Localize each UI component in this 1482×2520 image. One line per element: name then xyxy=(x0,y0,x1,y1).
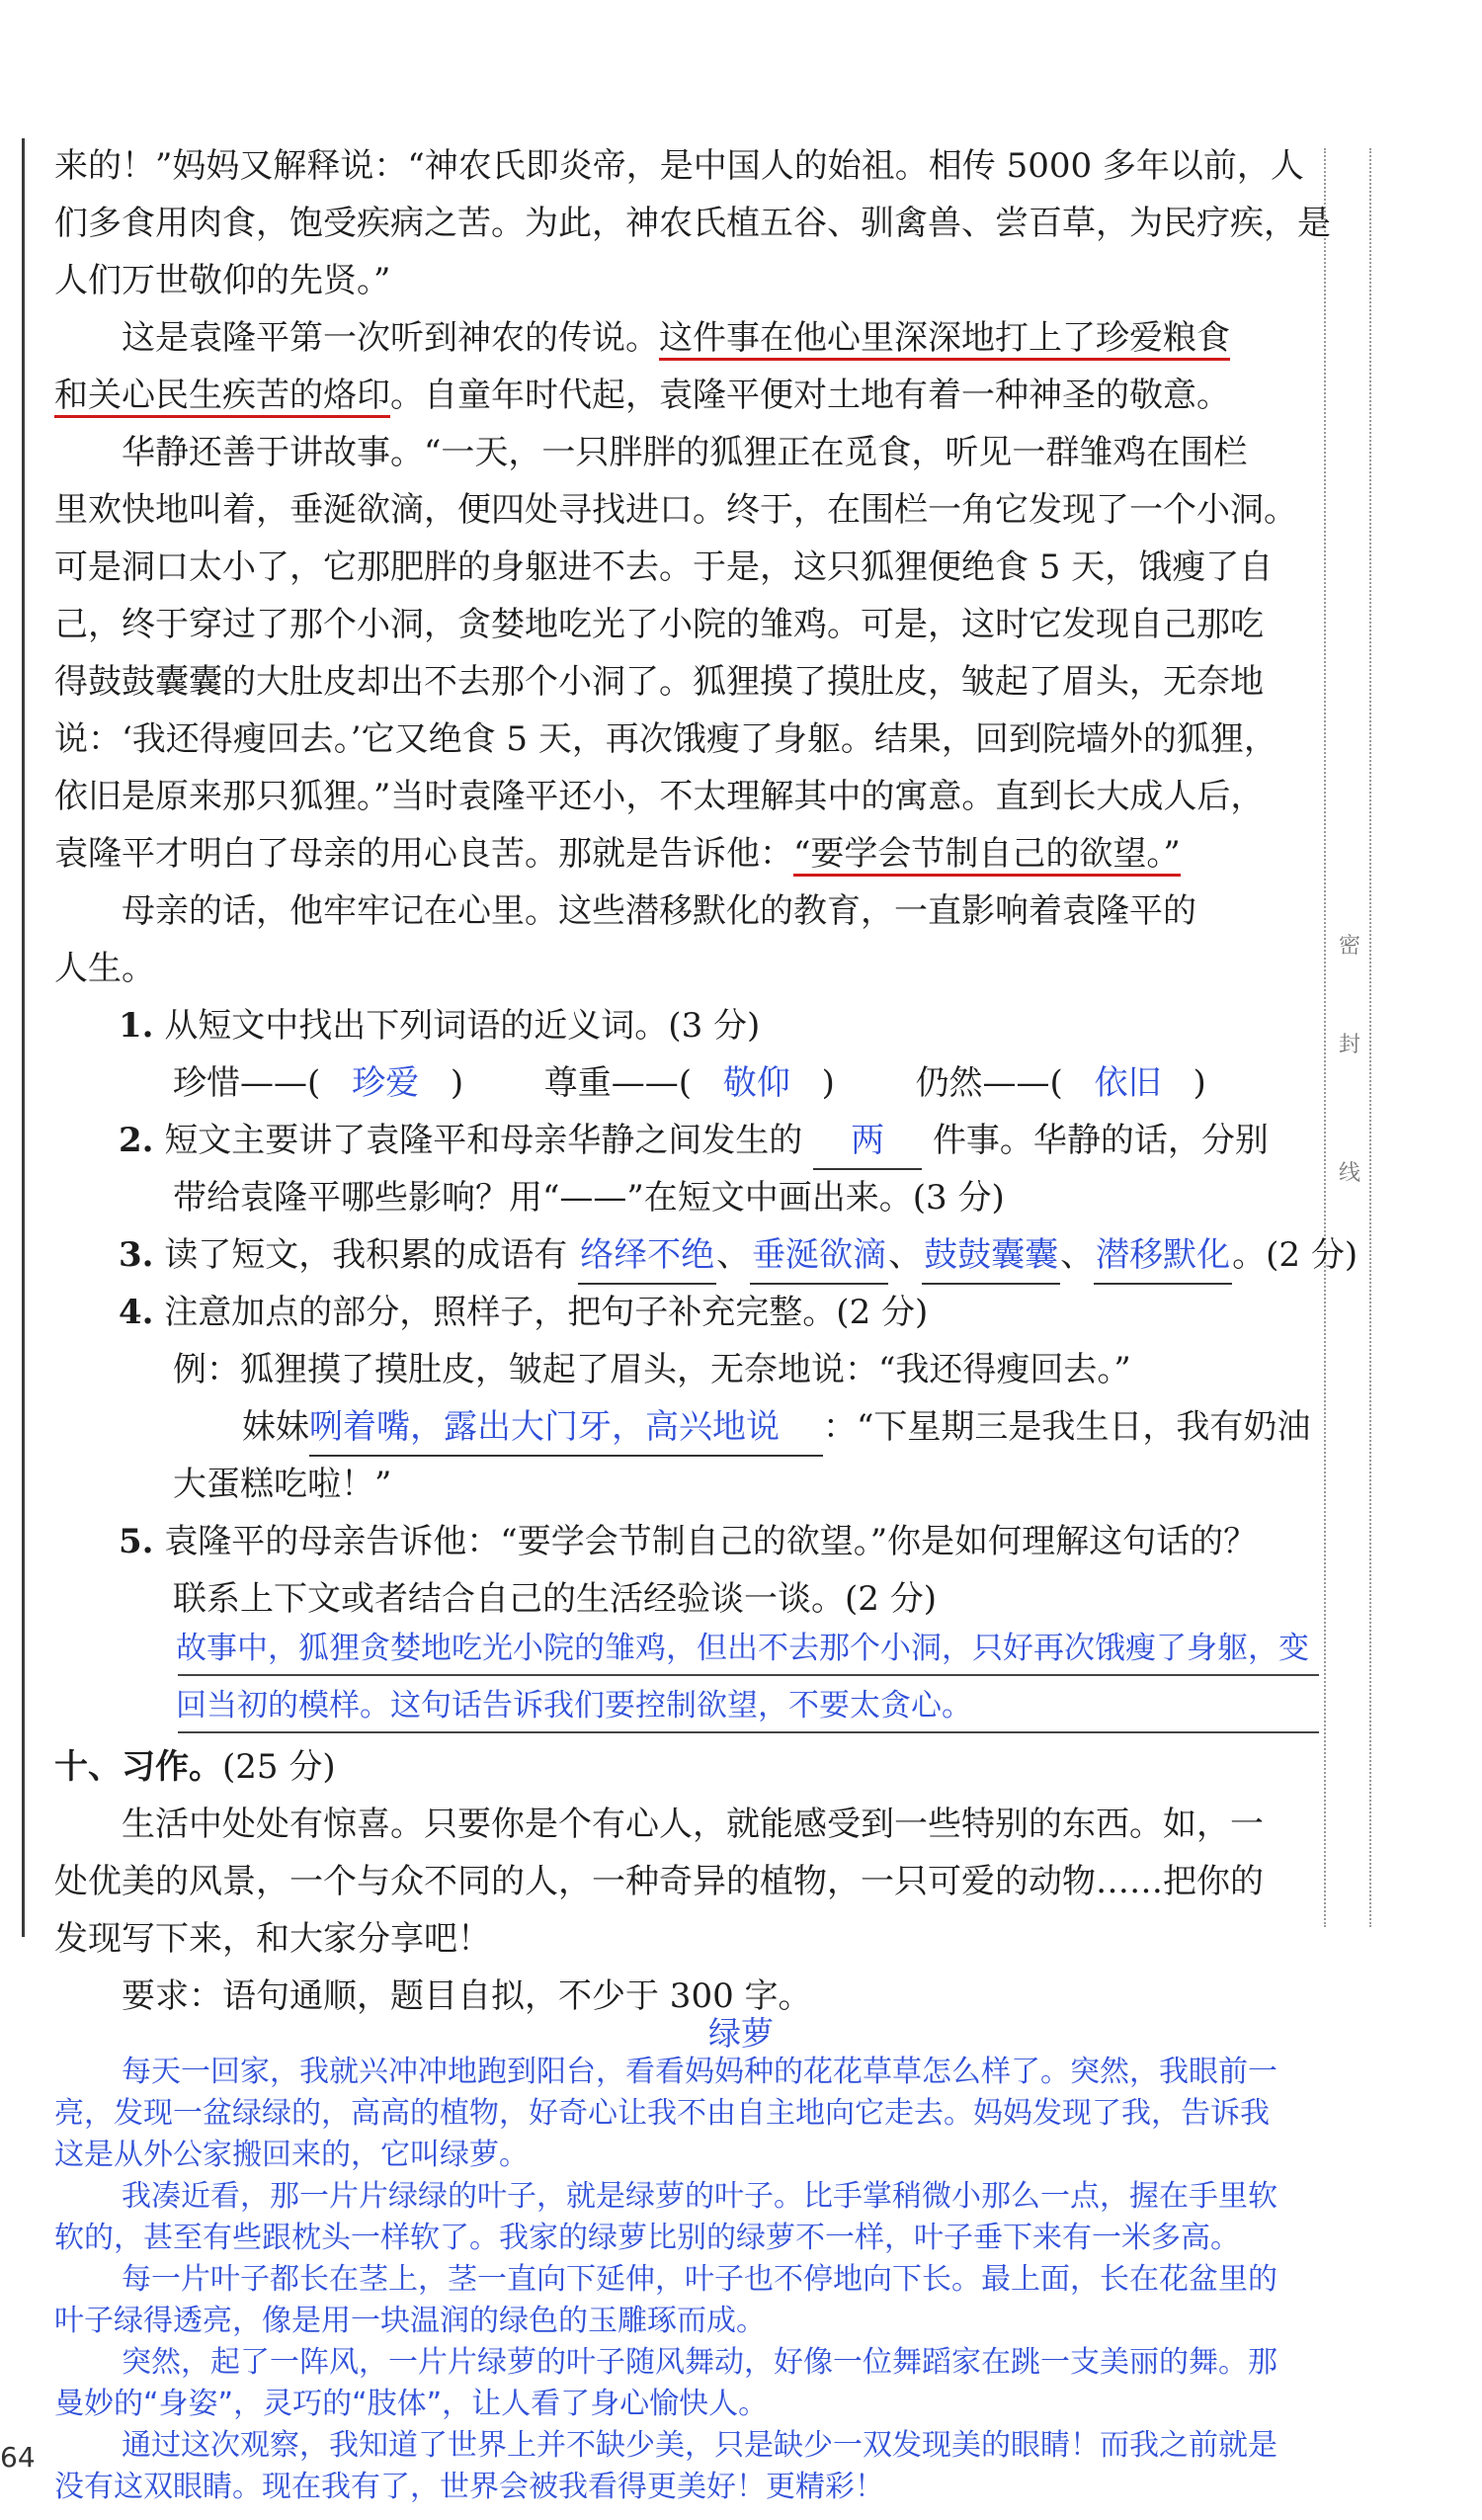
passage-line: 得鼓鼓囊囊的大肚皮却出不去那个小洞了。狐狸摸了摸肚皮，皱起了眉头，无奈地 xyxy=(54,662,1264,702)
section-10-line: 发现写下来，和大家分享吧！ xyxy=(54,1919,491,1959)
question-5-line2: 联系上下文或者结合自己的生活经验谈一谈。(2 分) xyxy=(173,1579,937,1619)
answer-3a: 络绎不绝 xyxy=(578,1227,716,1285)
essay-line: 叶子绿得透亮，像是用一块温润的绿色的玉雕琢而成。 xyxy=(54,2304,766,2338)
passage-text: 这是袁隆平第一次听到神农的传说。 xyxy=(122,318,659,358)
question-4: 4. 注意加点的部分，照样子，把句子补充完整。(2 分) xyxy=(119,1293,929,1332)
passage-line: 依旧是原来那只狐狸。”当时袁隆平还小，不太理解其中的寓意。直到长大成人后， xyxy=(54,777,1265,816)
passage-line: 说：‘我还得瘦回去。’它又绝食 5 天，再次饿瘦了身躯。结果，回到院墙外的狐狸， xyxy=(54,719,1277,759)
passage-line xyxy=(54,826,1324,882)
red-underlined-text: 这件事在他心里深深地打上了珍爱粮食 xyxy=(659,318,1230,361)
answer-rule xyxy=(178,1674,1319,1676)
essay-line: 这是从外公家搬回来的，它叫绿萝。 xyxy=(54,2138,529,2172)
passage-line: 可是洞口太小了，它那肥胖的身躯进不去。于是，这只狐狸便绝食 5 天，饿瘦了自 xyxy=(54,547,1274,587)
essay-line: 曼妙的“身姿”，灵巧的“肢体”，让人看了身心愉快人。 xyxy=(54,2387,769,2421)
passage-line: 们多食用肉食，饱受疾病之苦。为此，神农氏植五谷、驯禽兽、尝百草，为民疗疾，是 xyxy=(54,204,1331,243)
answer-1c: 依旧 xyxy=(1094,1063,1162,1103)
essay-title: 绿萝 xyxy=(708,2014,774,2053)
question-4-line3: 大蛋糕吃啦！” xyxy=(173,1465,392,1504)
red-underlined-text: “要学会节制自己的欲望。” xyxy=(793,834,1181,877)
essay-line: 突然，起了一阵风，一片片绿萝的叶子随风舞动，好像一位舞蹈家在跳一支美丽的舞。那 xyxy=(122,2345,1277,2380)
essay-line: 软的，甚至有些跟枕头一样软了。我家的绿萝比别的绿萝不一样，叶子垂下来有一米多高。 xyxy=(54,2221,1240,2255)
section-10-line: 生活中处处有惊喜。只要你是个有心人，就能感受到一些特别的东西。如，一 xyxy=(122,1805,1264,1844)
answer-5-line1: 故事中，狐狸贪婪地吃光小院的雏鸡，但出不去那个小洞，只好再次饿瘦了身躯，变 xyxy=(176,1631,1309,1666)
passage-line: 己，终于穿过了那个小洞，贪婪地吃光了小院的雏鸡。可是，这时它发现自己那吃 xyxy=(54,605,1264,644)
passage-line: 华静还善于讲故事。“一天，一只胖胖的狐狸正在觅食，听见一群雏鸡在围栏 xyxy=(122,433,1248,472)
passage-line xyxy=(54,310,1391,366)
question-2-line2: 带给袁隆平哪些影响？用“——”在短文中画出来。(3 分) xyxy=(173,1178,1005,1218)
question-1: 1. 从短文中找出下列词语的近义词。(3 分) xyxy=(119,1006,761,1046)
question-4-example: 例：狐狸摸了摸肚皮，皱起了眉头，无奈地说：“我还得瘦回去。” xyxy=(173,1350,1131,1389)
margin-char-line: 线 xyxy=(1339,1161,1361,1186)
passage-line xyxy=(54,368,1324,423)
essay-line: 我凑近看，那一片片绿绿的叶子，就是绿萝的叶子。比手掌稍微小那么一点，握在手里软 xyxy=(122,2179,1277,2214)
answer-1a: 珍爱 xyxy=(352,1063,420,1103)
question-2: 2. 短文主要讲了袁隆平和母亲华静之间发生的 两 件事。华静的话，分别 xyxy=(119,1113,1388,1170)
answer-4: 咧着嘴，露出大门牙，高兴地说 xyxy=(309,1399,823,1457)
question-3: 3. 读了短文，我积累的成语有 络绎不绝、垂涎欲滴、鼓鼓囊囊、潜移默化。(2 分) xyxy=(119,1227,1388,1285)
essay-line: 没有这双眼睛。现在我有了，世界会被我看得更美好！更精彩！ xyxy=(54,2470,884,2504)
passage-line: 里欢快地叫着，垂涎欲滴，便四处寻找进口。终于，在围栏一角它发现了一个小洞。 xyxy=(54,490,1297,530)
passage-line: 母亲的话，他牢牢记在心里。这些潜移默化的教育，一直影响着袁隆平的 xyxy=(122,891,1196,931)
page-number: 64 xyxy=(0,2441,36,2474)
essay-line: 亮，发现一盆绿绿的，高高的植物，好奇心让我不由自主地向它走去。妈妈发现了我，告诉我 xyxy=(54,2096,1270,2131)
passage-line: 人生。 xyxy=(54,949,155,988)
answer-rule xyxy=(178,1731,1319,1733)
question-5: 5. 袁隆平的母亲告诉他：“要学会节制自己的欲望。”你是如何理解这句话的？ xyxy=(119,1522,1258,1561)
answer-5-line2: 回当初的模样。这句话告诉我们要控制欲望，不要太贪心。 xyxy=(176,1688,972,1723)
answer-1b: 敬仰 xyxy=(722,1063,790,1103)
passage-text: 。自童年时代起，袁隆平便对土地有着一种神圣的敬意。 xyxy=(390,376,1230,415)
passage-line: 来的！”妈妈又解释说：“神农氏即炎帝，是中国人的始祖。相传 5000 多年以前，人 xyxy=(54,146,1304,186)
section-10-line: 处优美的风景，一个与众不同的人，一种奇异的植物，一只可爱的动物……把你的 xyxy=(54,1862,1264,1901)
margin-char-seal: 密 xyxy=(1339,934,1361,959)
page-frame-left xyxy=(22,138,25,1937)
answer-3c: 鼓鼓囊囊 xyxy=(922,1227,1060,1285)
red-underlined-text: 和关心民生疾苦的烙印 xyxy=(54,376,390,418)
answer-3d: 潜移默化 xyxy=(1094,1227,1232,1285)
question-4-answer-line: 妹妹咧着嘴，露出大门牙，高兴地说 ：“下星期三是我生日，我有奶油 xyxy=(242,1399,1482,1457)
passage-text: 袁隆平才明白了母亲的用心良苦。那就是告诉他： xyxy=(54,834,793,874)
essay-line: 通过这次观察，我知道了世界上并不缺少美，只是缺少一双发现美的眼睛！而我之前就是 xyxy=(122,2428,1277,2463)
passage-line: 人们万世敬仰的先贤。” xyxy=(54,261,391,300)
section-10-requirement: 要求：语句通顺，题目自拟，不少于 300 字。 xyxy=(122,1976,812,2016)
essay-line: 每天一回家，我就兴冲冲地跑到阳台，看看妈妈种的花花草草怎么样了。突然，我眼前一 xyxy=(122,2055,1277,2089)
answer-2: 两 xyxy=(813,1113,922,1170)
answer-3b: 垂涎欲滴 xyxy=(750,1227,888,1285)
section-10-heading: 十、习作。(25 分) xyxy=(54,1747,336,1787)
margin-char-seal2: 封 xyxy=(1339,1033,1361,1057)
question-1-answers: 珍惜——( 珍爱 ) 尊重——( 敬仰 ) 仍然——( 依旧 ) xyxy=(173,1055,1442,1111)
essay-line: 每一片叶子都长在茎上，茎一直向下延伸，叶子也不停地向下长。最上面，长在花盆里的 xyxy=(122,2262,1277,2297)
